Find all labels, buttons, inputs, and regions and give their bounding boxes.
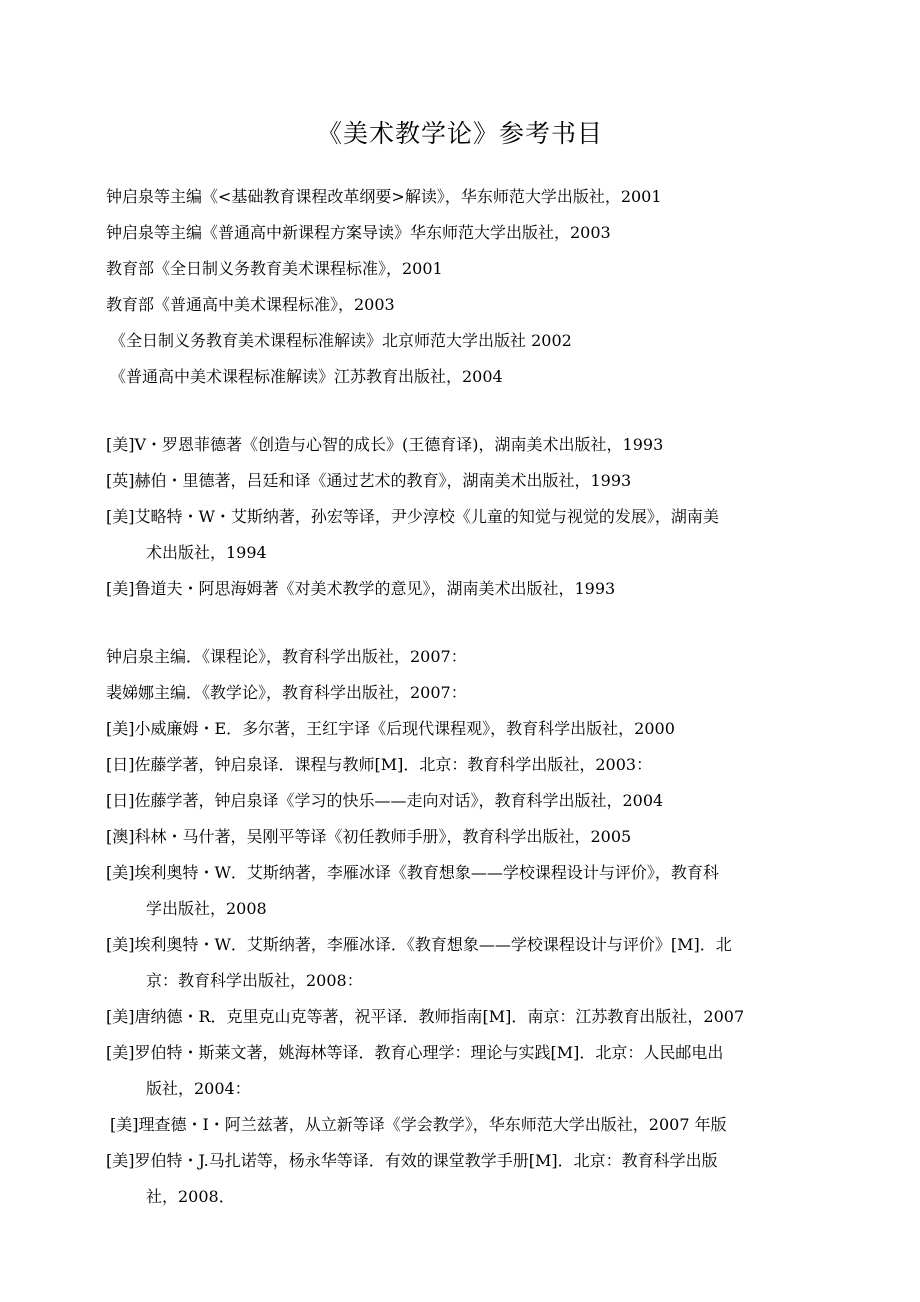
reference-line: [美]罗伯特・斯莱文著，姚海林等译．教育心理学：理论与实践[M]．北京：人民邮电出 <box>106 1043 724 1062</box>
reference-line: 钟启泉主编．《课程论》，教育科学出版社，2007： <box>106 647 467 666</box>
reference-continuation: 术出版社，1994 <box>146 543 267 562</box>
reference-line: [美]理查德・I・阿兰兹著，从立新等译《学会教学》，华东师范大学出版社，2007 年版 <box>110 1115 727 1134</box>
reference-line: [美]鲁道夫・阿思海姆著《对美术教学的意见》，湖南美术出版社，1993 <box>106 579 616 598</box>
reference-line: [美]V・罗恩菲德著《创造与心智的成长》(王德育译)，湖南美术出版社，1993 <box>106 435 664 454</box>
reference-line: [美]艾略特・W・艾斯纳著，孙宏等译，尹少淳校《儿童的知觉与视觉的发展》，湖南美 <box>106 507 719 526</box>
page-title: 《美术教学论》参考书目 <box>316 119 603 148</box>
reference-line: [日]佐藤学著，钟启泉译《学习的快乐——走向对话》，教育科学出版社，2004 <box>106 791 664 810</box>
reference-line: 《全日制义务教育美术课程标准解读》北京师范大学出版社 2002 <box>110 331 572 350</box>
reference-line: [英]赫伯・里德著，吕廷和译《通过艺术的教育》，湖南美术出版社，1993 <box>106 471 632 490</box>
reference-line: [日]佐藤学著，钟启泉译．课程与教师[M]．北京：教育科学出版社，2003： <box>106 755 653 774</box>
reference-continuation: 学出版社，2008 <box>146 899 267 918</box>
reference-line: 钟启泉等主编《<基础教育课程改革纲要>解读》，华东师范大学出版社，2001 <box>106 187 662 206</box>
reference-line: 《普通高中美术课程标准解读》江苏教育出版社，2004 <box>110 367 503 386</box>
reference-line: [美]埃利奥特・W．艾斯纳著，李雁冰译《教育想象——学校课程设计与评价》，教育科 <box>106 863 719 882</box>
reference-continuation: 社，2008． <box>146 1187 235 1206</box>
reference-line: 裴娣娜主编．《教学论》，教育科学出版社，2007： <box>106 683 467 702</box>
reference-line: [美]埃利奥特・W．艾斯纳著，李雁冰译．《教育想象——学校课程设计与评价》[M]．北 <box>106 935 732 954</box>
reference-line: [美]小威廉姆・E．多尔著，王红宇译《后现代课程观》，教育科学出版社，2000 <box>106 719 675 738</box>
reference-line: 钟启泉等主编《普通高中新课程方案导读》华东师范大学出版社，2003 <box>106 223 611 242</box>
reference-line: [美]唐纳德・R．克里克山克等著，祝平译．教师指南[M]．南京：江苏教育出版社，2007 <box>106 1007 745 1026</box>
reference-line: 教育部《普通高中美术课程标准》，2003 <box>106 295 395 314</box>
reference-continuation: 京：教育科学出版社，2008： <box>146 971 363 990</box>
reference-line: [澳]科林・马什著，吴刚平等译《初任教师手册》，教育科学出版社，2005 <box>106 827 632 846</box>
reference-line: [美]罗伯特・J.马扎诺等，杨永华等译．有效的课堂教学手册[M]．北京：教育科学出版 <box>106 1151 718 1170</box>
reference-line: 教育部《全日制义务教育美术课程标准》，2001 <box>106 259 443 278</box>
reference-continuation: 版社，2004： <box>146 1079 251 1098</box>
